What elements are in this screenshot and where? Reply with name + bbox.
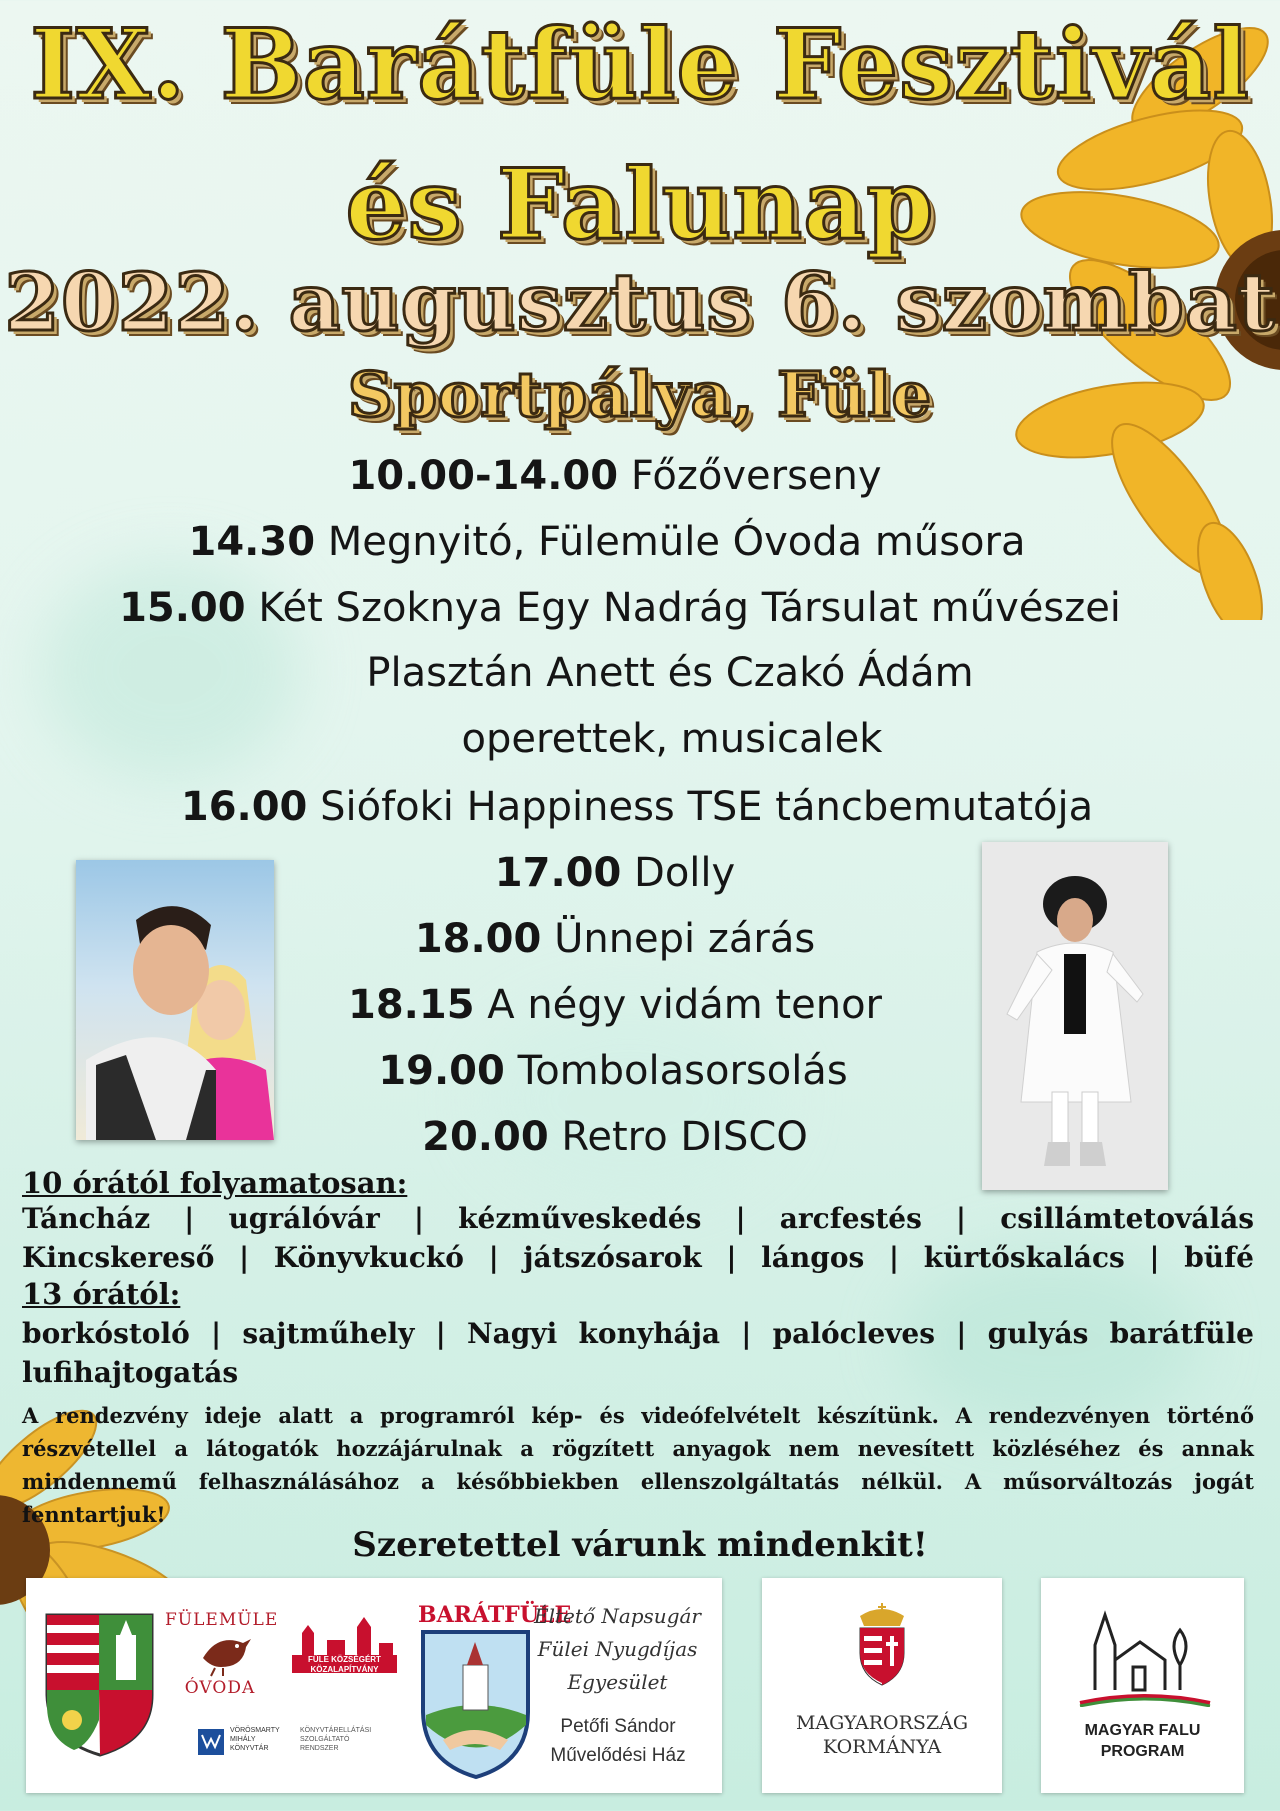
village-church-icon: [1075, 1605, 1215, 1695]
nightingale-icon: [195, 1628, 255, 1678]
fule-coat-of-arms-logo: [42, 1610, 157, 1760]
government-logo-text: KORMÁNYA: [822, 1736, 942, 1758]
dolly-photo-illustration: [982, 842, 1168, 1190]
culture-house-text: Művelődési Ház: [550, 1745, 686, 1766]
schedule-event: Dolly: [634, 850, 736, 896]
event-date: 2022. augusztus 6. szombat: [4, 255, 1276, 349]
section-header-from-10: 10 órától folyamatosan:: [22, 1166, 408, 1200]
schedule-time: 10.00-14.00: [348, 453, 619, 499]
dolly-photo: [982, 842, 1168, 1190]
schedule-event: Siófoki Happiness TSE táncbemutatója: [320, 784, 1094, 830]
schedule-event: Két Szoknya Egy Nadrág Társulat művészei: [258, 585, 1121, 631]
flag-ribbon-icon: [1075, 1693, 1215, 1707]
alapitvany-logo-text: FÜLE KÖZSÉGÉRT KÖZALAPÍTVÁNY: [308, 1655, 381, 1674]
schedule-time: 15.00: [119, 585, 246, 631]
festival-subtitle: és Falunap: [345, 148, 935, 261]
closing-message: Szeretettel várunk mindenkit!: [352, 1525, 928, 1565]
pensioners-club-text: Egyesület: [567, 1670, 668, 1694]
library-system-logo-text: KÖNYVTÁRELLÁTÁSI SZOLGÁLTATÓ RENDSZER: [300, 1727, 372, 1752]
schedule-event: Plasztán Anett és Czakó Ádám: [366, 650, 974, 696]
baratfule-logo-text: BARÁTFÜLE: [418, 1602, 572, 1628]
schedule-event: operettek, musicalek: [461, 716, 883, 762]
program-list-from-10: Kincskereső | Könyvkuckó | játszósarok | lángos | kürtőskalács | büfé: [22, 1241, 1254, 1274]
event-venue: Sportpálya, Füle: [347, 358, 933, 431]
schedule-time: 18.00: [414, 916, 542, 962]
schedule-time: 16.00: [180, 784, 308, 830]
performers-photo: [76, 860, 274, 1140]
schedule-time: 18.15: [348, 982, 475, 1028]
schedule-time: 19.00: [378, 1048, 505, 1094]
library-logo-icon: [196, 1725, 226, 1759]
schedule-item: [30, 650, 1280, 696]
village-program-text: MAGYAR FALU: [1084, 1722, 1201, 1739]
hungarian-coat-of-arms-icon: [852, 1598, 912, 1688]
ovoda-logo-text: FÜLEMÜLE: [165, 1610, 279, 1630]
ovoda-logo-text: ÓVODA: [184, 1678, 256, 1698]
schedule-time: 17.00: [494, 850, 622, 896]
section-header-from-13: 13 órától:: [22, 1277, 181, 1311]
baratfule-shield-logo: [418, 1630, 533, 1780]
pensioners-club-text: Fülei Nyugdíjas: [537, 1637, 698, 1661]
schedule-item: [0, 453, 1255, 499]
schedule-event: Főzőverseny: [630, 453, 882, 499]
festival-title: IX. Barátfüle Fesztivál: [30, 8, 1250, 121]
schedule-event: Ünnepi zárás: [554, 916, 816, 962]
village-program-text: PROGRAM: [1100, 1743, 1185, 1760]
schedule-event: Tombolasorsolás: [517, 1048, 848, 1094]
performers-photo-illustration: [76, 860, 274, 1140]
schedule-time: 20.00: [422, 1114, 549, 1160]
program-list-from-13: borkóstoló | sajtműhely | Nagyi konyhája | palócleves | gulyás barátfüle: [22, 1317, 1254, 1350]
schedule-item: [0, 519, 1247, 565]
schedule-event: Megnyitó, Fülemüle Óvoda műsora: [327, 519, 1026, 565]
pensioners-club-text: Éltető Napsugár: [534, 1604, 701, 1628]
library-logo-text: VÖRÖSMARTY MIHÁLY KÖNYVTÁR: [230, 1727, 280, 1752]
program-list-from-13: lufihajtogatás: [22, 1356, 239, 1389]
government-logo-text: MAGYARORSZÁG: [795, 1712, 969, 1734]
schedule-time: 14.30: [188, 519, 316, 565]
schedule-event: Retro DISCO: [561, 1114, 808, 1160]
schedule-item: [0, 585, 1260, 631]
schedule-item: [0, 784, 1277, 830]
culture-house-text: Petőfi Sándor: [560, 1716, 676, 1737]
program-list-from-10: Táncház | ugrálóvár | kézműveskedés | arcfestés | csillámtetoválás: [22, 1202, 1254, 1235]
photo-consent-notice: A rendezvény ideje alatt a programról kép- és videófelvételt készítünk. A rendezvényen történő részvétellel a látogatók hozzájárulnak a rögzített anyagok nem nevesített közléséhez és annak mindennemű felhasználásához a későbbiekben ellenszolgáltatás nélkül. A műsorváltozás jogát fenntartjuk!: [22, 1403, 1254, 1527]
schedule-item: [32, 716, 1280, 762]
schedule-event: A négy vidám tenor: [487, 982, 882, 1028]
